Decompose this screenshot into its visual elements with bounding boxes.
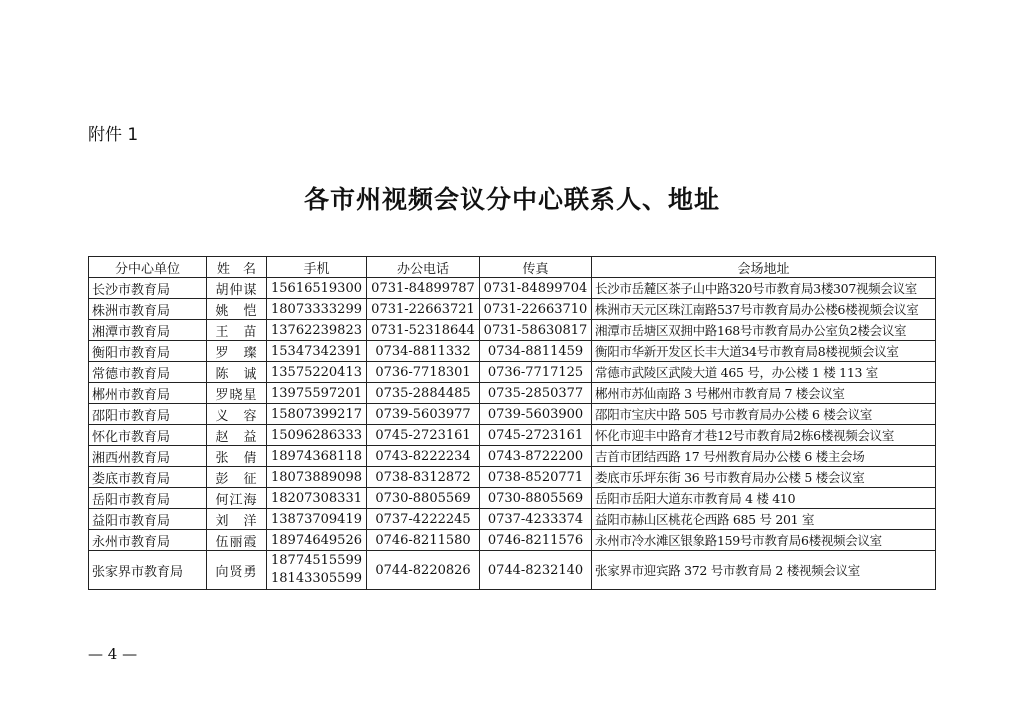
office-phone-cell: 0734-8811332 bbox=[367, 341, 480, 362]
header-mobile: 手机 bbox=[267, 257, 367, 278]
mobile-cell: 15616519300 bbox=[267, 278, 367, 299]
page-number: — 4 — bbox=[88, 645, 138, 663]
fax-cell: 0731-84899704 bbox=[480, 278, 592, 299]
mobile-cell: 18207308331 bbox=[267, 488, 367, 509]
table-row bbox=[89, 299, 936, 320]
fax-cell: 0731-22663710 bbox=[480, 299, 592, 320]
office-phone-cell: 0745-2723161 bbox=[367, 425, 480, 446]
table-row bbox=[89, 341, 936, 362]
unit-cell: 湘潭市教育局 bbox=[89, 320, 207, 341]
name-cell: 赵 益 bbox=[207, 425, 267, 446]
table-row bbox=[89, 488, 936, 509]
mobile-primary: 18774515599 bbox=[271, 553, 362, 568]
header-name: 姓 名 bbox=[207, 257, 267, 278]
fax-cell: 0739-5603900 bbox=[480, 404, 592, 425]
unit-cell: 衡阳市教育局 bbox=[89, 341, 207, 362]
fax-cell: 0730-8805569 bbox=[480, 488, 592, 509]
address-cell: 衡阳市华新开发区长丰大道34号市教育局8楼视频会议室 bbox=[592, 341, 936, 362]
table-header-row bbox=[89, 257, 936, 278]
office-phone-cell: 0731-22663721 bbox=[367, 299, 480, 320]
office-phone-cell: 0746-8211580 bbox=[367, 530, 480, 551]
table-row bbox=[89, 467, 936, 488]
table-row bbox=[89, 383, 936, 404]
header-venue-address: 会场地址 bbox=[592, 257, 936, 278]
unit-cell: 长沙市教育局 bbox=[89, 278, 207, 299]
office-phone-cell: 0739-5603977 bbox=[367, 404, 480, 425]
table-row bbox=[89, 446, 936, 467]
mobile-cell: 13762239823 bbox=[267, 320, 367, 341]
name-cell: 罗 璨 bbox=[207, 341, 267, 362]
fax-cell: 0743-8722200 bbox=[480, 446, 592, 467]
table-row bbox=[89, 425, 936, 446]
name-cell: 向贤勇 bbox=[207, 551, 267, 590]
name-cell: 张 倩 bbox=[207, 446, 267, 467]
mobile-cell: 13873709419 bbox=[267, 509, 367, 530]
office-phone-cell: 0731-84899787 bbox=[367, 278, 480, 299]
name-cell: 王 苗 bbox=[207, 320, 267, 341]
unit-cell: 株洲市教育局 bbox=[89, 299, 207, 320]
address-cell: 吉首市团结西路 17 号州教育局办公楼 6 楼主会场 bbox=[592, 446, 936, 467]
document-title: 各市州视频会议分中心联系人、地址 bbox=[303, 185, 720, 214]
office-phone-cell: 0730-8805569 bbox=[367, 488, 480, 509]
unit-cell: 湘西州教育局 bbox=[89, 446, 207, 467]
address-cell: 郴州市苏仙南路 3 号郴州市教育局 7 楼会议室 bbox=[592, 383, 936, 404]
unit-cell: 岳阳市教育局 bbox=[89, 488, 207, 509]
mobile-cell: 18073889098 bbox=[267, 467, 367, 488]
mobile-cell: 15347342391 bbox=[267, 341, 367, 362]
fax-cell: 0745-2723161 bbox=[480, 425, 592, 446]
fax-cell: 0738-8520771 bbox=[480, 467, 592, 488]
unit-cell: 益阳市教育局 bbox=[89, 509, 207, 530]
address-cell: 娄底市乐坪东街 36 号市教育局办公楼 5 楼会议室 bbox=[592, 467, 936, 488]
address-cell: 湘潭市岳塘区双拥中路168号市教育局办公室负2楼会议室 bbox=[592, 320, 936, 341]
fax-cell: 0737-4233374 bbox=[480, 509, 592, 530]
mobile-cell: 13575220413 bbox=[267, 362, 367, 383]
address-cell: 邵阳市宝庆中路 505 号市教育局办公楼 6 楼会议室 bbox=[592, 404, 936, 425]
table-row bbox=[89, 404, 936, 425]
header-unit: 分中心单位 bbox=[89, 257, 207, 278]
table-row bbox=[89, 551, 936, 590]
fax-cell: 0735-2850377 bbox=[480, 383, 592, 404]
office-phone-cell: 0744-8220826 bbox=[367, 551, 480, 590]
unit-cell: 永州市教育局 bbox=[89, 530, 207, 551]
header-fax: 传真 bbox=[480, 257, 592, 278]
name-cell: 陈 诚 bbox=[207, 362, 267, 383]
mobile-cell: 18974649526 bbox=[267, 530, 367, 551]
fax-cell: 0736-7717125 bbox=[480, 362, 592, 383]
address-cell: 株洲市天元区珠江南路537号市教育局办公楼6楼视频会议室 bbox=[592, 299, 936, 320]
name-cell: 义 容 bbox=[207, 404, 267, 425]
mobile-cell bbox=[267, 551, 367, 590]
address-cell: 怀化市迎丰中路育才巷12号市教育局2栋6楼视频会议室 bbox=[592, 425, 936, 446]
name-cell: 胡仲谋 bbox=[207, 278, 267, 299]
fax-cell: 0744-8232140 bbox=[480, 551, 592, 590]
address-cell: 永州市冷水滩区银象路159号市教育局6楼视频会议室 bbox=[592, 530, 936, 551]
mobile-secondary: 18143305599 bbox=[271, 571, 362, 586]
header-office-phone: 办公电话 bbox=[367, 257, 480, 278]
mobile-cell: 18974368118 bbox=[267, 446, 367, 467]
address-cell: 益阳市赫山区桃花仑西路 685 号 201 室 bbox=[592, 509, 936, 530]
office-phone-cell: 0735-2884485 bbox=[367, 383, 480, 404]
fax-cell: 0746-8211576 bbox=[480, 530, 592, 551]
unit-cell: 邵阳市教育局 bbox=[89, 404, 207, 425]
unit-cell: 张家界市教育局 bbox=[89, 551, 207, 590]
table-row bbox=[89, 362, 936, 383]
office-phone-cell: 0737-4222245 bbox=[367, 509, 480, 530]
name-cell: 伍丽霞 bbox=[207, 530, 267, 551]
mobile-cell: 15807399217 bbox=[267, 404, 367, 425]
unit-cell: 常德市教育局 bbox=[89, 362, 207, 383]
unit-cell: 郴州市教育局 bbox=[89, 383, 207, 404]
mobile-cell: 13975597201 bbox=[267, 383, 367, 404]
fax-cell: 0734-8811459 bbox=[480, 341, 592, 362]
unit-cell: 怀化市教育局 bbox=[89, 425, 207, 446]
table-row bbox=[89, 530, 936, 551]
contacts-table bbox=[88, 256, 936, 590]
unit-cell: 娄底市教育局 bbox=[89, 467, 207, 488]
table-row bbox=[89, 509, 936, 530]
name-cell: 何江海 bbox=[207, 488, 267, 509]
address-cell: 长沙市岳麓区茶子山中路320号市教育局3楼307视频会议室 bbox=[592, 278, 936, 299]
office-phone-cell: 0738-8312872 bbox=[367, 467, 480, 488]
name-cell: 彭 征 bbox=[207, 467, 267, 488]
table-body bbox=[89, 278, 936, 590]
address-cell: 常德市武陵区武陵大道 465 号，办公楼 1 楼 113 室 bbox=[592, 362, 936, 383]
address-cell: 张家界市迎宾路 372 号市教育局 2 楼视频会议室 bbox=[592, 551, 936, 590]
mobile-cell: 18073333299 bbox=[267, 299, 367, 320]
table-row bbox=[89, 320, 936, 341]
office-phone-cell: 0736-7718301 bbox=[367, 362, 480, 383]
attachment-label: 附件 1 bbox=[88, 125, 139, 145]
name-cell: 刘 洋 bbox=[207, 509, 267, 530]
mobile-cell: 15096286333 bbox=[267, 425, 367, 446]
table-row bbox=[89, 278, 936, 299]
office-phone-cell: 0743-8222234 bbox=[367, 446, 480, 467]
address-cell: 岳阳市岳阳大道东市教育局 4 楼 410 bbox=[592, 488, 936, 509]
name-cell: 罗晓星 bbox=[207, 383, 267, 404]
name-cell: 姚 恺 bbox=[207, 299, 267, 320]
fax-cell: 0731-58630817 bbox=[480, 320, 592, 341]
office-phone-cell: 0731-52318644 bbox=[367, 320, 480, 341]
